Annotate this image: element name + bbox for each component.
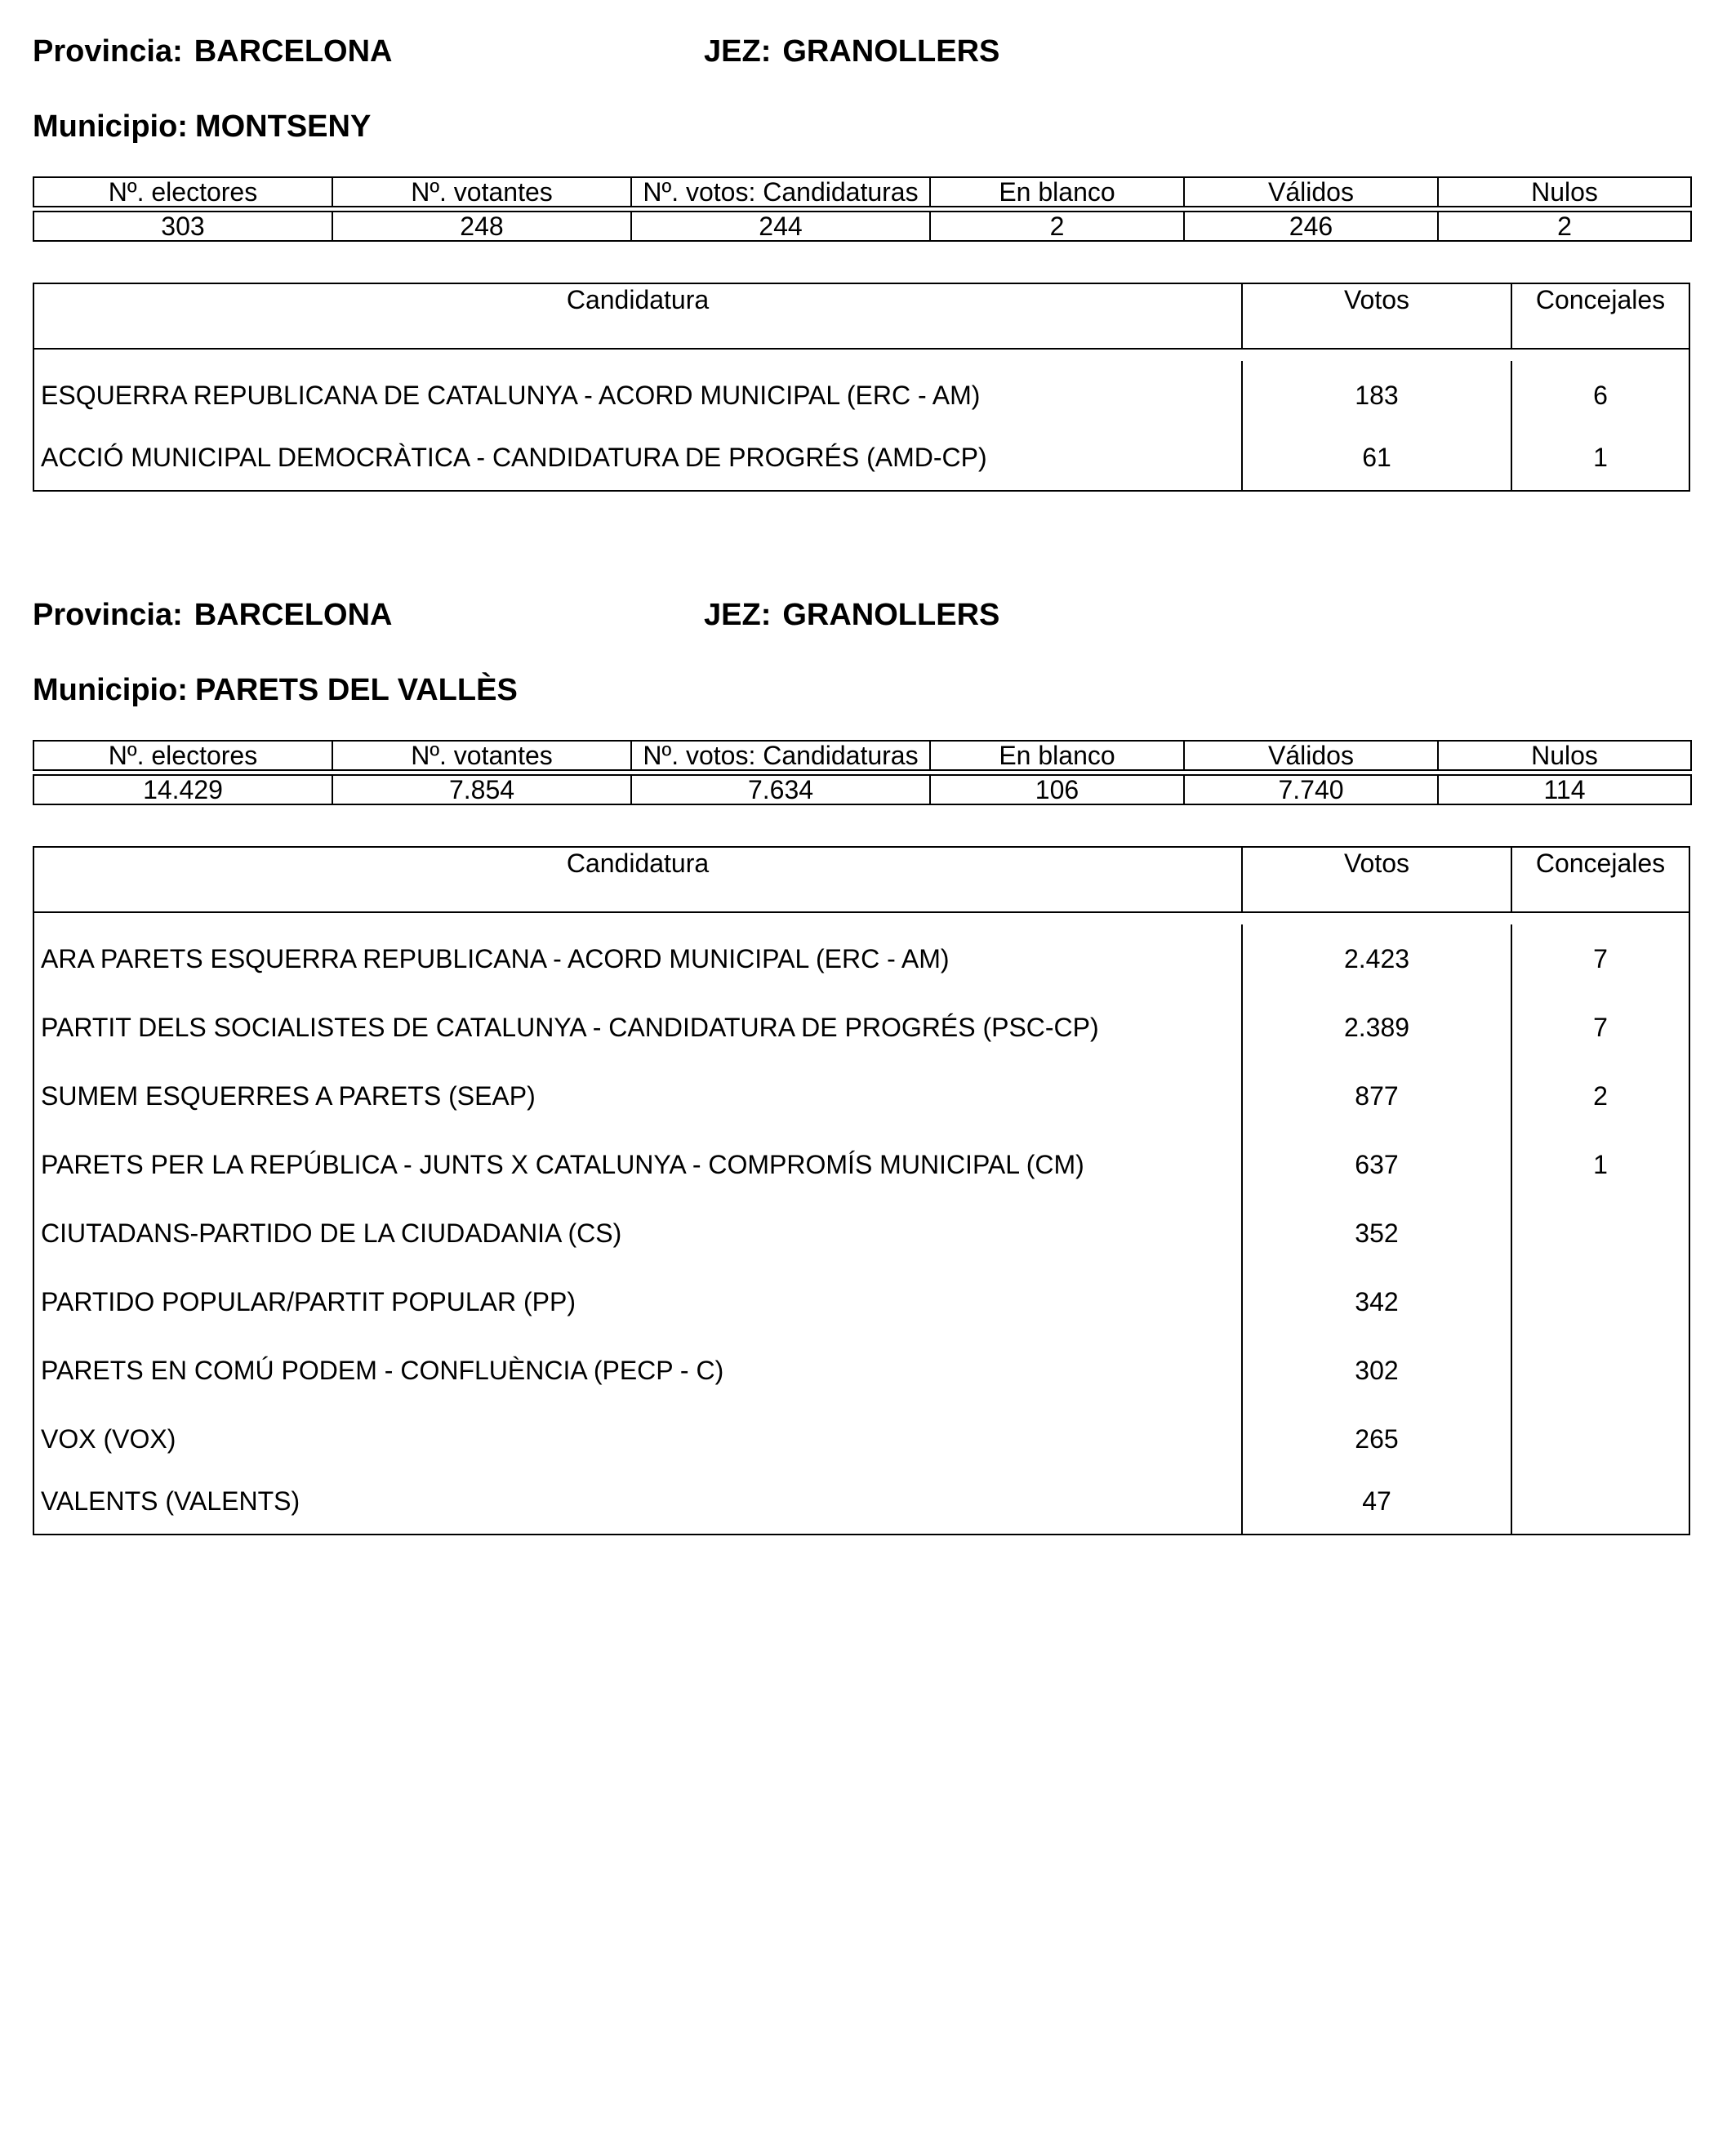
candidate-row — [34, 1199, 1689, 1267]
summary-header-row — [33, 177, 1691, 207]
jez-heading — [704, 36, 999, 67]
candidate-votos: 2.423 — [1243, 924, 1512, 993]
candidate-row — [34, 924, 1689, 993]
candidate-name: PARETS EN COMÚ PODEM - CONFLUÈNCIA (PECP - C) — [34, 1336, 1243, 1405]
candidate-name: VALENTS (VALENTS) — [34, 1473, 1243, 1534]
candidate-concejales: 7 — [1593, 1013, 1608, 1042]
candidate-name: PARTIDO POPULAR/PARTIT POPULAR (PP) — [34, 1267, 1243, 1336]
candidate-name: ARA PARETS ESQUERRA REPUBLICANA - ACORD MUNICIPAL (ERC - AM) — [34, 924, 1243, 993]
provincia-heading — [33, 36, 393, 67]
header-concejales: Concejales — [1535, 849, 1666, 878]
candidate-concejales: 6 — [1593, 381, 1608, 410]
candidates-header-row — [34, 848, 1689, 913]
candidate-row — [34, 993, 1689, 1062]
municipio-heading — [33, 675, 518, 706]
candidate-row — [34, 430, 1689, 490]
summary-table — [33, 176, 1692, 242]
value-en-blanco: 2 — [930, 212, 1184, 241]
value-votantes: 248 — [332, 212, 631, 241]
candidate-concejales: 7 — [1593, 944, 1608, 973]
candidate-votos: 302 — [1243, 1336, 1512, 1405]
provincia-heading — [33, 599, 393, 630]
candidate-name: ACCIÓ MUNICIPAL DEMOCRÀTICA - CANDIDATURA DE PROGRÉS (AMD-CP) — [34, 430, 1243, 490]
header-votos-candidaturas: Nº. votos: Candidaturas — [631, 177, 930, 207]
provincia-value: BARCELONA — [194, 34, 393, 69]
value-nulos: 114 — [1438, 775, 1691, 804]
candidate-row — [34, 361, 1689, 430]
header-validos: Válidos — [1184, 741, 1438, 770]
header-candidatura: Candidatura — [34, 848, 1243, 911]
jez-label: JEZ: — [704, 598, 772, 632]
jez-value: GRANOLLERS — [782, 34, 1000, 69]
candidate-row — [34, 1336, 1689, 1405]
header-nulos: Nulos — [1438, 177, 1691, 207]
section-montseny — [33, 33, 1690, 490]
value-votos-candidaturas: 244 — [631, 212, 930, 241]
municipio-heading — [33, 111, 371, 142]
candidate-concejales: 1 — [1593, 1150, 1608, 1179]
header-votos: Votos — [1243, 848, 1512, 911]
municipio-value: MONTSENY — [194, 109, 372, 144]
candidate-votos: 47 — [1243, 1473, 1512, 1534]
value-en-blanco: 106 — [930, 775, 1184, 804]
municipio-value: PARETS DEL VALLÈS — [194, 673, 518, 707]
candidates-table — [33, 283, 1690, 492]
candidate-row — [34, 1062, 1689, 1130]
candidate-row — [34, 1130, 1689, 1199]
candidate-votos: 877 — [1243, 1062, 1512, 1130]
candidate-name: CIUTADANS-PARTIDO DE LA CIUDADANIA (CS) — [34, 1199, 1243, 1267]
header-votantes: Nº. votantes — [332, 177, 631, 207]
candidate-concejales — [1512, 1199, 1689, 1267]
header-votantes: Nº. votantes — [332, 741, 631, 770]
candidates-header-row — [34, 284, 1689, 350]
value-votos-candidaturas: 7.634 — [631, 775, 930, 804]
candidate-votos: 183 — [1243, 361, 1512, 430]
header-votos: Votos — [1243, 284, 1512, 348]
header-en-blanco: En blanco — [930, 741, 1184, 770]
provincia-label: Provincia: — [33, 598, 183, 632]
summary-header-row — [33, 741, 1691, 770]
candidate-votos: 61 — [1243, 430, 1512, 490]
value-validos: 7.740 — [1184, 775, 1438, 804]
candidate-votos: 265 — [1243, 1405, 1512, 1473]
header-electores: Nº. electores — [33, 741, 332, 770]
municipio-label: Municipio: — [33, 673, 188, 707]
candidate-concejales — [1512, 1473, 1689, 1534]
candidate-concejales — [1512, 1267, 1689, 1336]
header-candidatura: Candidatura — [34, 284, 1243, 348]
candidate-name: VOX (VOX) — [34, 1405, 1243, 1473]
header-electores: Nº. electores — [33, 177, 332, 207]
summary-value-row — [33, 212, 1691, 241]
candidate-votos: 2.389 — [1243, 993, 1512, 1062]
jez-label: JEZ: — [704, 34, 772, 69]
value-nulos: 2 — [1438, 212, 1691, 241]
header-en-blanco: En blanco — [930, 177, 1184, 207]
header-concejales: Concejales — [1535, 285, 1666, 314]
candidate-concejales: 2 — [1593, 1081, 1608, 1111]
value-electores: 303 — [33, 212, 332, 241]
candidate-concejales — [1512, 1405, 1689, 1473]
summary-value-row — [33, 775, 1691, 804]
header-nulos: Nulos — [1438, 741, 1691, 770]
candidate-row — [34, 1405, 1689, 1473]
summary-table — [33, 740, 1692, 805]
section-parets-del-valles — [33, 596, 1690, 1535]
candidate-name: PARETS PER LA REPÚBLICA - JUNTS X CATALUNYA - COMPROMÍS MUNICIPAL (CM) — [34, 1130, 1243, 1199]
candidate-name: ESQUERRA REPUBLICANA DE CATALUNYA - ACORD MUNICIPAL (ERC - AM) — [34, 361, 1243, 430]
value-electores: 14.429 — [33, 775, 332, 804]
candidate-votos: 342 — [1243, 1267, 1512, 1336]
candidate-row — [34, 1473, 1689, 1534]
candidate-row — [34, 1267, 1689, 1336]
provincia-label: Provincia: — [33, 34, 183, 69]
candidate-name: SUMEM ESQUERRES A PARETS (SEAP) — [34, 1062, 1243, 1130]
value-validos: 246 — [1184, 212, 1438, 241]
candidate-concejales: 1 — [1593, 443, 1608, 472]
municipio-label: Municipio: — [33, 109, 188, 144]
jez-heading — [704, 599, 999, 630]
candidate-votos: 637 — [1243, 1130, 1512, 1199]
candidate-votos: 352 — [1243, 1199, 1512, 1267]
value-votantes: 7.854 — [332, 775, 631, 804]
candidates-table — [33, 846, 1690, 1535]
provincia-value: BARCELONA — [194, 598, 393, 632]
header-votos-candidaturas: Nº. votos: Candidaturas — [631, 741, 930, 770]
candidate-name: PARTIT DELS SOCIALISTES DE CATALUNYA - CANDIDATURA DE PROGRÉS (PSC-CP) — [34, 993, 1243, 1062]
jez-value: GRANOLLERS — [782, 598, 1000, 632]
header-validos: Válidos — [1184, 177, 1438, 207]
candidate-concejales — [1512, 1336, 1689, 1405]
